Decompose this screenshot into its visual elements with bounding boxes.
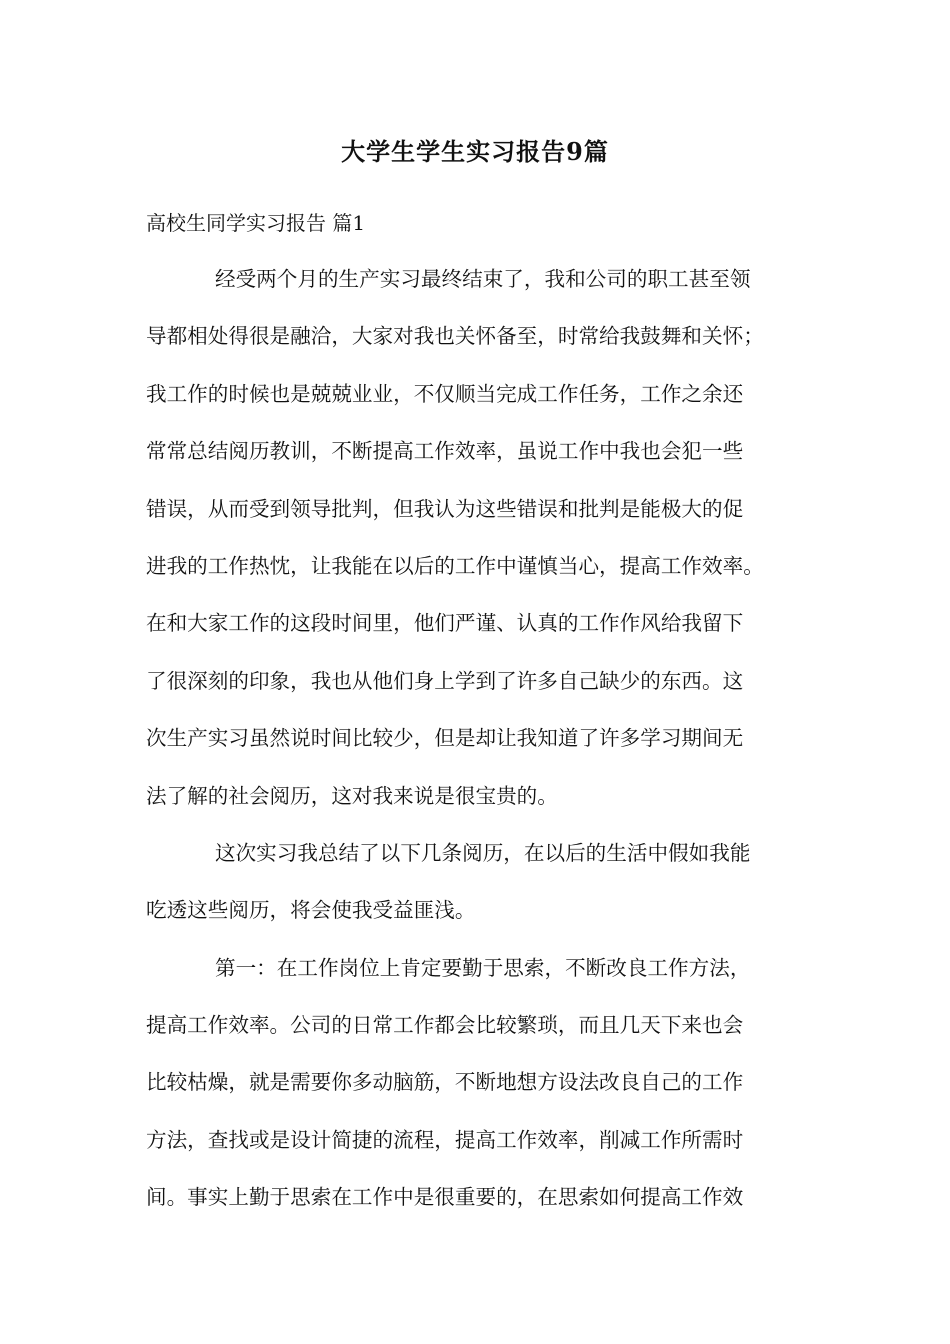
text-line: 提高工作效率。公司的日常工作都会比较繁琐，而且几天下来也会 xyxy=(146,1013,744,1038)
text-line: 次生产实习虽然说时间比较少，但是却让我知道了许多学习期间无 xyxy=(146,726,744,751)
body-text xyxy=(146,262,814,1238)
text-line: 进我的工作热忱，让我能在以后的工作中谨慎当心，提高工作效率。 xyxy=(146,553,764,578)
text-line: 常常总结阅历教训，不断提高工作效率，虽说工作中我也会犯一些 xyxy=(146,439,744,464)
text-line: 这次实习我总结了以下几条阅历，在以后的生活中假如我能 xyxy=(215,840,751,865)
document-title: 大学生学生实习报告9篇 xyxy=(341,137,609,166)
text-line: 了很深刻的印象，我也从他们身上学到了许多自己缺少的东西。这 xyxy=(146,668,744,693)
text-line: 错误，从而受到领导批判，但我认为这些错误和批判是能极大的促 xyxy=(146,496,744,521)
text-line: 导都相处得很是融洽，大家对我也关怀备至，时常给我鼓舞和关怀； xyxy=(146,324,764,349)
text-line: 第一：在工作岗位上肯定要勤于思索，不断改良工作方法， xyxy=(215,955,751,980)
text-line: 法了解的社会阅历，这对我来说是很宝贵的。 xyxy=(146,783,558,808)
text-line: 在和大家工作的这段时间里，他们严谨、认真的工作作风给我留下 xyxy=(146,611,744,636)
section-heading: 高校生同学实习报告 篇1 xyxy=(146,211,366,235)
text-line: 经受两个月的生产实习最终结束了，我和公司的职工甚至领 xyxy=(215,267,751,291)
text-line: 间。事实上勤于思索在工作中是很重要的，在思索如何提高工作效 xyxy=(146,1185,744,1210)
text-line: 我工作的时候也是兢兢业业，不仅顺当完成工作任务，工作之余还 xyxy=(146,381,744,406)
text-line: 方法，查找或是设计简捷的流程，提高工作效率，削减工作所需时 xyxy=(146,1127,744,1152)
text-line: 吃透这些阅历，将会使我受益匪浅。 xyxy=(146,898,476,923)
text-line: 比较枯燥，就是需要你多动脑筋，不断地想方设法改良自己的工作 xyxy=(146,1070,744,1095)
